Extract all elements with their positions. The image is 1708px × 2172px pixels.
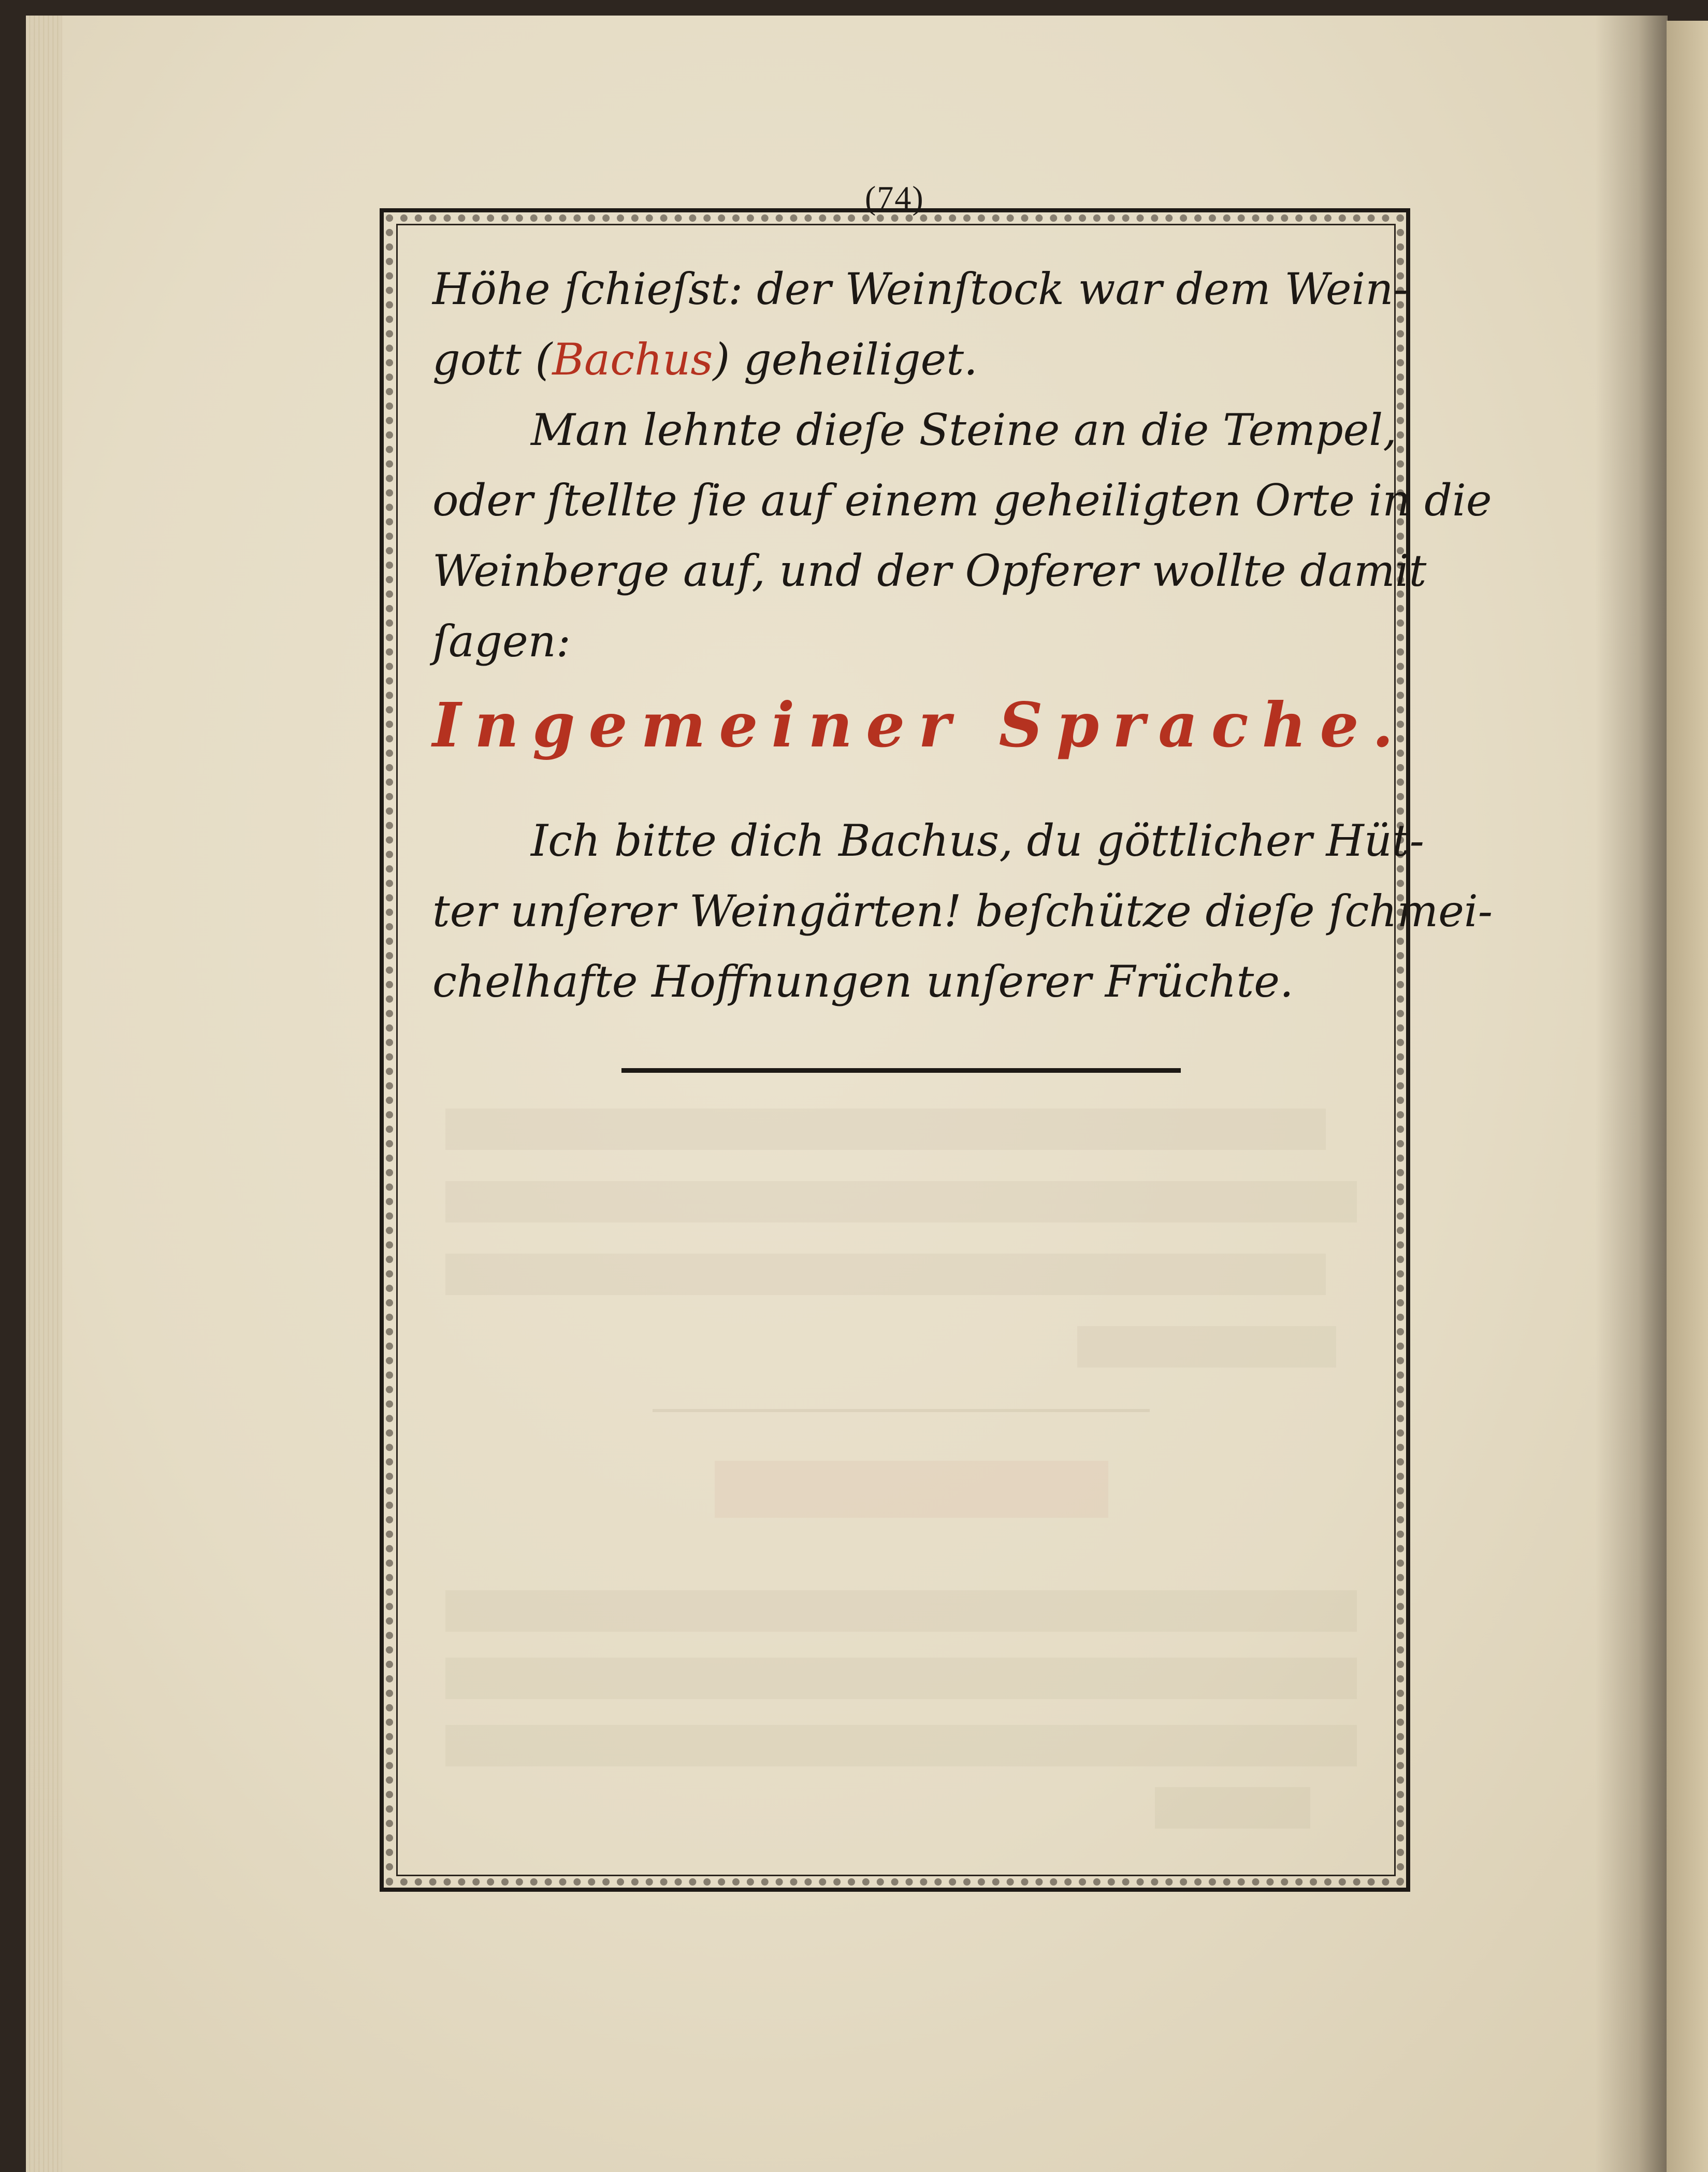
page-edge-stack	[26, 16, 62, 2172]
text-span: ) geheiliget.	[713, 334, 978, 385]
show-through-line	[445, 1725, 1357, 1766]
text-line: oder ſtellte ſie auf einem geheiligten Orte in die	[432, 475, 1492, 526]
page-number: (74)	[865, 179, 924, 216]
prayer-paragraph	[432, 805, 1493, 1017]
facing-page-edge	[1667, 21, 1708, 2172]
show-through-line	[445, 1109, 1326, 1150]
text-line: Höhe ſchieſst: der Weinſtock war dem Wein-	[432, 264, 1408, 314]
show-through-line	[445, 1181, 1357, 1222]
show-through-line	[445, 1254, 1326, 1295]
rubric-name: Bachus	[552, 334, 713, 385]
text-line: Man lehnte dieſe Steine an die Tempel,	[531, 405, 1397, 455]
paragraph-continuation	[432, 254, 1492, 677]
text-line: Ich bitte dich Bachus, du göttlicher Hüt-	[531, 815, 1424, 866]
section-heading: Ingemeiner Sprache.	[432, 689, 1407, 761]
text-line	[432, 324, 1365, 395]
section-divider-rule	[621, 1068, 1181, 1073]
show-through-rule	[653, 1409, 1150, 1412]
show-through-line	[445, 1658, 1357, 1699]
text-line: ſagen:	[432, 616, 571, 667]
text-line: Weinberge auf, und der Opferer wollte damit	[432, 545, 1427, 596]
gutter-shadow	[1595, 16, 1668, 2172]
show-through-line	[1155, 1787, 1310, 1829]
show-through-line	[445, 1590, 1357, 1632]
text-span: gott (	[432, 334, 553, 385]
show-through-line	[1077, 1326, 1336, 1368]
text-line: ter unſerer Weingärten! beſchütze dieſe ſchmei-	[432, 886, 1493, 937]
text-line: chelhafte Hoffnungen unſerer Früchte.	[432, 956, 1294, 1007]
show-through-heading	[715, 1461, 1108, 1518]
